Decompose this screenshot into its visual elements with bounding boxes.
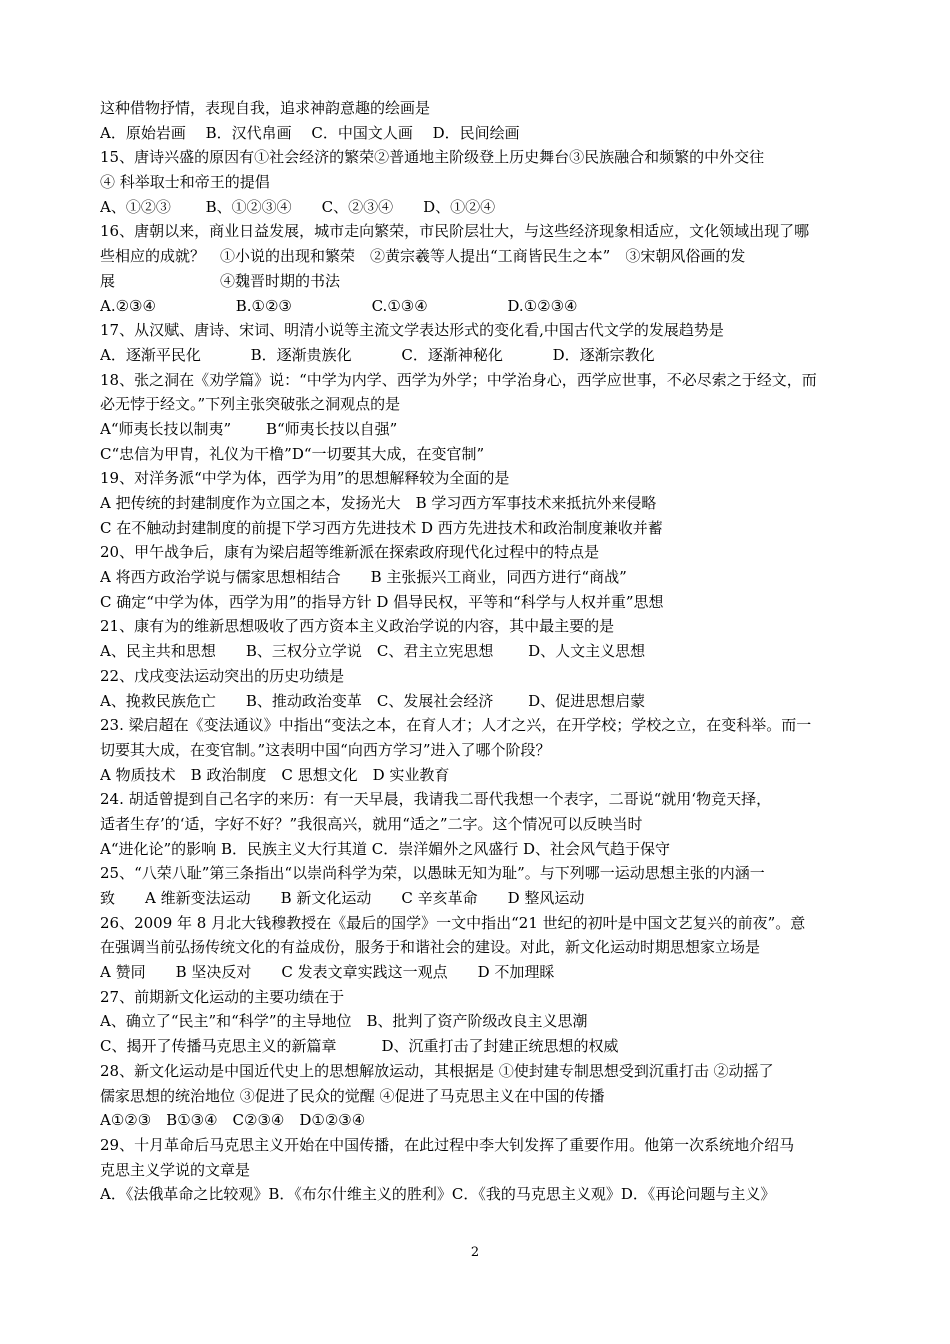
text-line: 这种借物抒情，表现自我，追求神韵意趣的绘画是 [100,99,431,117]
text-line: 必无悖于经文。”下列主张突破张之洞观点的是 [100,395,401,414]
text-line: 26、2009 年 8 月北大钱穆教授在《最后的国学》一文中指出“21 世纪的初叶是中国文艺复兴的前夜”。意 [100,913,806,932]
text-line: A．原始岩画 B．汉代帛画 C．中国文人画 D．民间绘画 [100,123,520,142]
text-line: A 将西方政治学说与儒家思想相结合 B 主张振兴工商业，同西方进行“商战” [100,568,627,587]
text-line: 适者生存’的‘适，字好不好？”我很高兴，就用“适之”二字。这个情况可以反映当时 [100,814,643,833]
text-line: ④ 科举取士和帝王的提倡 [100,173,270,192]
text-line: A 赞同 B 坚决反对 C 发表文章实践这一观点 D 不加理睬 [100,963,555,982]
text-line: 25、“八荣八耻”第三条指出“以崇尚科学为荣，以愚昧无知为耻”。与下列哪一运动思想主张的内涵一 [100,864,765,883]
document-body [100,96,856,1207]
text-line: A．《法俄革命之比较观》B．《布尔什维主义的胜利》C．《我的马克思主义观》D．《再论问题与主义》 [100,1185,776,1204]
text-line: 16、唐朝以来，商业日益发展，城市走向繁荣，市民阶层壮大，与这些经济现象相适应，文化领域出现了哪 [100,222,810,241]
text-line: C“忠信为甲胄，礼仪为干橹”D“一切要其大成，在变官制” [100,444,485,463]
text-line: 克思主义学说的文章是 [100,1160,251,1179]
text-line: A 物质技术 B 政治制度 C 思想文化 D 实业教育 [100,765,450,784]
text-line: 17、从汉赋、唐诗、宋词、明清小说等主流文学表达形式的变化看,中国古代文学的发展趋势是 [100,321,724,340]
text-line: 儒家思想的统治地位 ③促进了民众的觉醒 ④促进了马克思主义在中国的传播 [100,1086,605,1105]
text-line: A、①②③ B、①②③④ C、②③④ D、①②④ [100,197,496,216]
text-line: C 在不触动封建制度的前提下学习西方先进技术 D 西方先进技术和政治制度兼收并蓄 [100,518,663,537]
text-line: 27、前期新文化运动的主要功绩在于 [100,987,345,1006]
text-line: 29、十月革命后马克思主义开始在中国传播，在此过程中李大钊发挥了重要作用。他第一次系统地介绍马 [100,1135,795,1154]
text-line: 28、新文化运动是中国近代史上的思想解放运动，其根据是 ①使封建专制思想受到沉重打击 ②动摇了 [100,1061,774,1080]
text-line: 24. 胡适曾提到自己名字的来历：有一天早晨，我请我二哥代我想一个表字，二哥说“就用‘物竞天择， [100,790,772,809]
text-line: A、民主共和思想 B、三权分立学说 C、君主立宪思想 D、人文主义思想 [100,642,646,661]
text-line: 展 ④魏晋时期的书法 [100,271,341,290]
text-line: A①②③ B①③④ C②③④ D①②③④ [100,1111,366,1130]
text-line: A“进化论”的影响 B．民族主义大行其道 C．崇洋媚外之风盛行 D、社会风气趋于保守 [100,839,671,858]
text-line: C、揭开了传播马克思主义的新篇章 D、沉重打击了封建正统思想的权威 [100,1037,619,1056]
text-line: 20、甲午战争后，康有为梁启超等维新派在探索政府现代化过程中的特点是 [100,543,600,562]
text-line: 致 A 维新变法运动 B 新文化运动 C 辛亥革命 D 整风运动 [100,889,585,907]
text-line: 21、康有为的维新思想吸收了西方资本主义政治学说的内容，其中最主要的是 [100,617,615,636]
text-line: 19、对洋务派“中学为体，西学为用”的思想解释较为全面的是 [100,469,510,488]
text-line: 在强调当前弘扬传统文化的有益成份，服务于和谐社会的建设。对此，新文化运动时期思想家立场是 [100,938,761,957]
text-line: A“师夷长技以制夷” B“师夷长技以自强” [100,419,398,438]
text-line: C 确定“中学为体，西学为用”的指导方针 D 倡导民权，平等和“科学与人权并重”思想 [100,592,664,611]
text-line: A．逐渐平民化 B．逐渐贵族化 C．逐渐神秘化 D．逐渐宗教化 [100,345,655,364]
text-line: 18、张之洞在《劝学篇》说：“中学为内学、西学为外学；中学治身心，西学应世事，不必尽索之于经文，而 [100,370,817,389]
text-line: A.②③④ B.①②③ C.①③④ D.①②③④ [100,296,578,315]
text-line: 15、唐诗兴盛的原因有①社会经济的繁荣②普通地主阶级登上历史舞台③民族融合和频繁的中外交往 [100,148,765,167]
text-line: 22、戊戌变法运动突出的历史功绩是 [100,666,345,685]
text-line: 23. 梁启超在《变法通议》中指出“变法之本，在育人才；人才之兴，在开学校；学校之立，在变科举。而一 [100,716,812,735]
text-line: A 把传统的封建制度作为立国之本，发扬光大 B 学习西方军事技术来抵抗外来侵略 [100,494,657,512]
text-line: 切要其大成，在变官制。”这表明中国“向西方学习”进入了哪个阶段？ [100,740,551,759]
text-line: 些相应的成就？ ①小说的出现和繁荣 ②黄宗羲等人提出“工商皆民生之本” ③宋朝风俗画的发 [100,247,746,266]
text-line: A、挽救民族危亡 B、推动政治变革 C、发展社会经济 D、促进思想启蒙 [100,691,646,710]
text-line: A、确立了“民主”和“科学”的主导地位 B、批判了资产阶级改良主义思潮 [100,1012,588,1031]
page-number: 2 [470,1245,480,1260]
